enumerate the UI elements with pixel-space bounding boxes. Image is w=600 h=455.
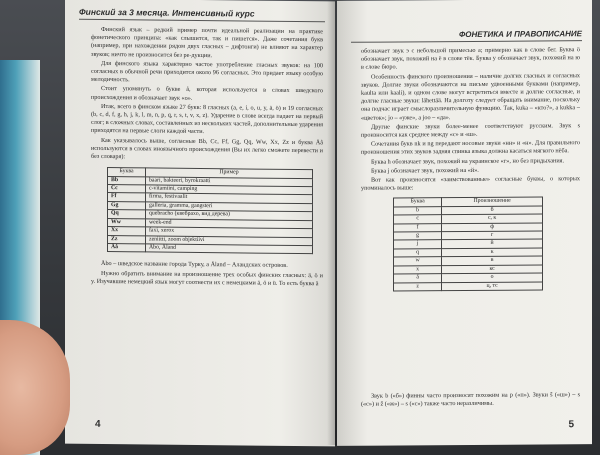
table-cell: faxi, xerox [146,227,313,237]
table-cell: к [442,248,543,257]
right-paragraph: Звук b («б») финны часто произносят похожим на p («п»). Звуки š («ш») – s («с») и ž («ж») – s («с») также часто неразличимы. [361,390,580,408]
table-cell: g [394,232,442,241]
table-cell: с, к [442,214,543,223]
left-paragraph: Нужно обратить внимание на произношение трех особых финских гласных: ä, ö и y. Изучавшие немецкий язык могут соотнести их с немецкими ä, ö и ü. То есть буква ä [91,269,323,287]
table-cell: week-end [146,219,313,229]
table-cell: Ww [108,218,146,227]
table-cell: z [394,282,442,291]
table-cell: x [394,265,442,274]
left-body-top [91,26,323,164]
right-running-head: ФОНЕТИКА И ПРАВОПИСАНИЕ [351,29,582,43]
left-paragraph: Åbo – шведское название города Турку, а Åland – Аландских островов. [101,260,288,270]
table-cell: г [442,231,543,240]
right-page [337,0,592,446]
table-cell: å [394,274,442,283]
table-cell: Ff [108,193,146,202]
table-cell: Gg [108,201,146,210]
table-cell: о [442,273,543,282]
right-paragraph: Сочетания букв nk и ng передают носовые звуки «нн» и «н». Для правильного произношения этих звуков задняя спинка языка должна касаться мягкого нёба. [361,139,580,157]
table-cell: ф [442,223,543,232]
left-paragraph: Для финского языка характерно частое употребление гласных звуков: на 100 согласных в обычной речи приходится около 96 согласных. Это придает языку особую мелодичность. [91,59,323,84]
right-paragraph: обозначает звук э с небольшой примесью а; примерно как в слове бег. Буква ö обозначает звук, похожий на ё в слове тёк. Буква y обозначает звук, похожий на ю в слове бюро. [361,46,580,72]
right-paragraph: Буква h обозначает звук, похожий на украинское «г», но без придыхания. [371,156,565,166]
left-paragraph: Стоит упомянуть о букве å, которая используется в словах шведского происхождения и обозначает звук «о». [91,85,323,102]
table-cell: q [394,249,442,258]
table-cell: baari, bakteeri, byrokraatti [146,177,313,187]
table-cell: w [394,257,442,266]
table-header-cell: Буква [394,198,442,207]
table-row [108,243,313,254]
table-cell: Xx [108,227,146,236]
left-paragraph: Как указывалось выше, согласные Bb, Cc, Ff, Gg, Qq, Ww, Xx, Zz и буква Åå используются в словах иноязычного происхождения (Вы их легко сможете перевести и без словаря): [91,136,323,161]
table-cell: й [442,239,543,248]
table-cell: galleria, gramma, gangsteri [146,202,313,212]
table-cell: zeniitti, zoom objektiivi [146,235,313,245]
left-paragraph: Итак, всего в финском языке 27 букв: 8 гласных (a, e, i, o, u, y, ä, ö) и 19 согласных (b, c, d, f, g, h, j, k, l, m, n, p, q, r, s, t, v, x, z). Ударение в слове всегда падает на первый слог; в сложных словах, составленных из нескольких частей, дополнительные ударения приходятся на первые слоги каждой части. [91,102,324,136]
table-cell: Bb [108,176,146,185]
table-cell: кс [442,265,543,274]
table-cell: Åå [108,243,146,252]
table-row [394,281,543,290]
right-paragraph: Другие финские звуки более-менее соответствуют русским. Звук s произносится как среднее между «с» и «ш». [361,122,580,139]
table-header-cell: Буква [108,168,146,177]
right-paragraph: Вот как произносятся «заимствованные» согласные буквы, о которых упоминалось выше: [361,175,580,192]
table-cell: firma, festivaalit [146,193,313,203]
table-cell: Qq [108,210,146,219]
table-cell: c [394,215,442,224]
table-cell: j [394,240,442,249]
table-cell: f [394,223,442,232]
table-cell: Cc [108,185,146,194]
right-page-number: 5 [568,419,574,431]
foreign-letters-table [107,167,313,254]
table-cell: quebracho (квебрахо, вид дерева) [146,210,313,220]
left-running-head: Финский за 3 месяца. Интенсивный курс [79,7,325,23]
left-paragraph: Финский язык – редкий пример почти идеальной реализации на практике фонетического принципа: «как слышится, так и пишется». Даже сочетания букв (например, при нахождении рядом двух гласных – дифтонги) не влияют на характер звуков; ничто не произносится без ре-дукции. [91,25,323,59]
right-paragraph: Буква j обозначает звук, похожий на «й». [371,166,479,175]
left-body-bottom [91,260,323,288]
table-header-cell: Пример [146,168,313,178]
left-page-number: 4 [95,418,101,430]
table-cell: б [442,206,543,215]
right-footer-text [361,391,580,409]
right-footer-block [361,391,580,410]
table-cell: в [442,256,543,265]
table-header-cell: Произношение [442,197,543,206]
right-paragraph: Особенность финского произношения – наличие долгих гласных и согласных звуков. Долгие звуки обозначаются на письме удвоенными буквами (например, kaulta или kaali), и одном слове могут встретиться вместе и долгие согласные, и долгие гласные звуки: lähettää. На долготу следует обращать внимание, поскольку она подчас играет смыслоразличительную функцию. Так, kuka – «кто?», a kukka – «цветок»; jo – «уже», a joo – «да». [361,71,580,122]
pronunciation-table [393,197,543,292]
table-cell: c-vitamiini, camping [146,185,313,195]
right-body [361,46,580,193]
open-book [45,0,585,452]
table-cell: b [394,207,442,216]
table-cell: Åbo, Åland [146,244,313,254]
left-page [65,0,335,446]
table-cell: Zz [108,235,146,244]
table-cell: ц, тс [442,281,543,290]
